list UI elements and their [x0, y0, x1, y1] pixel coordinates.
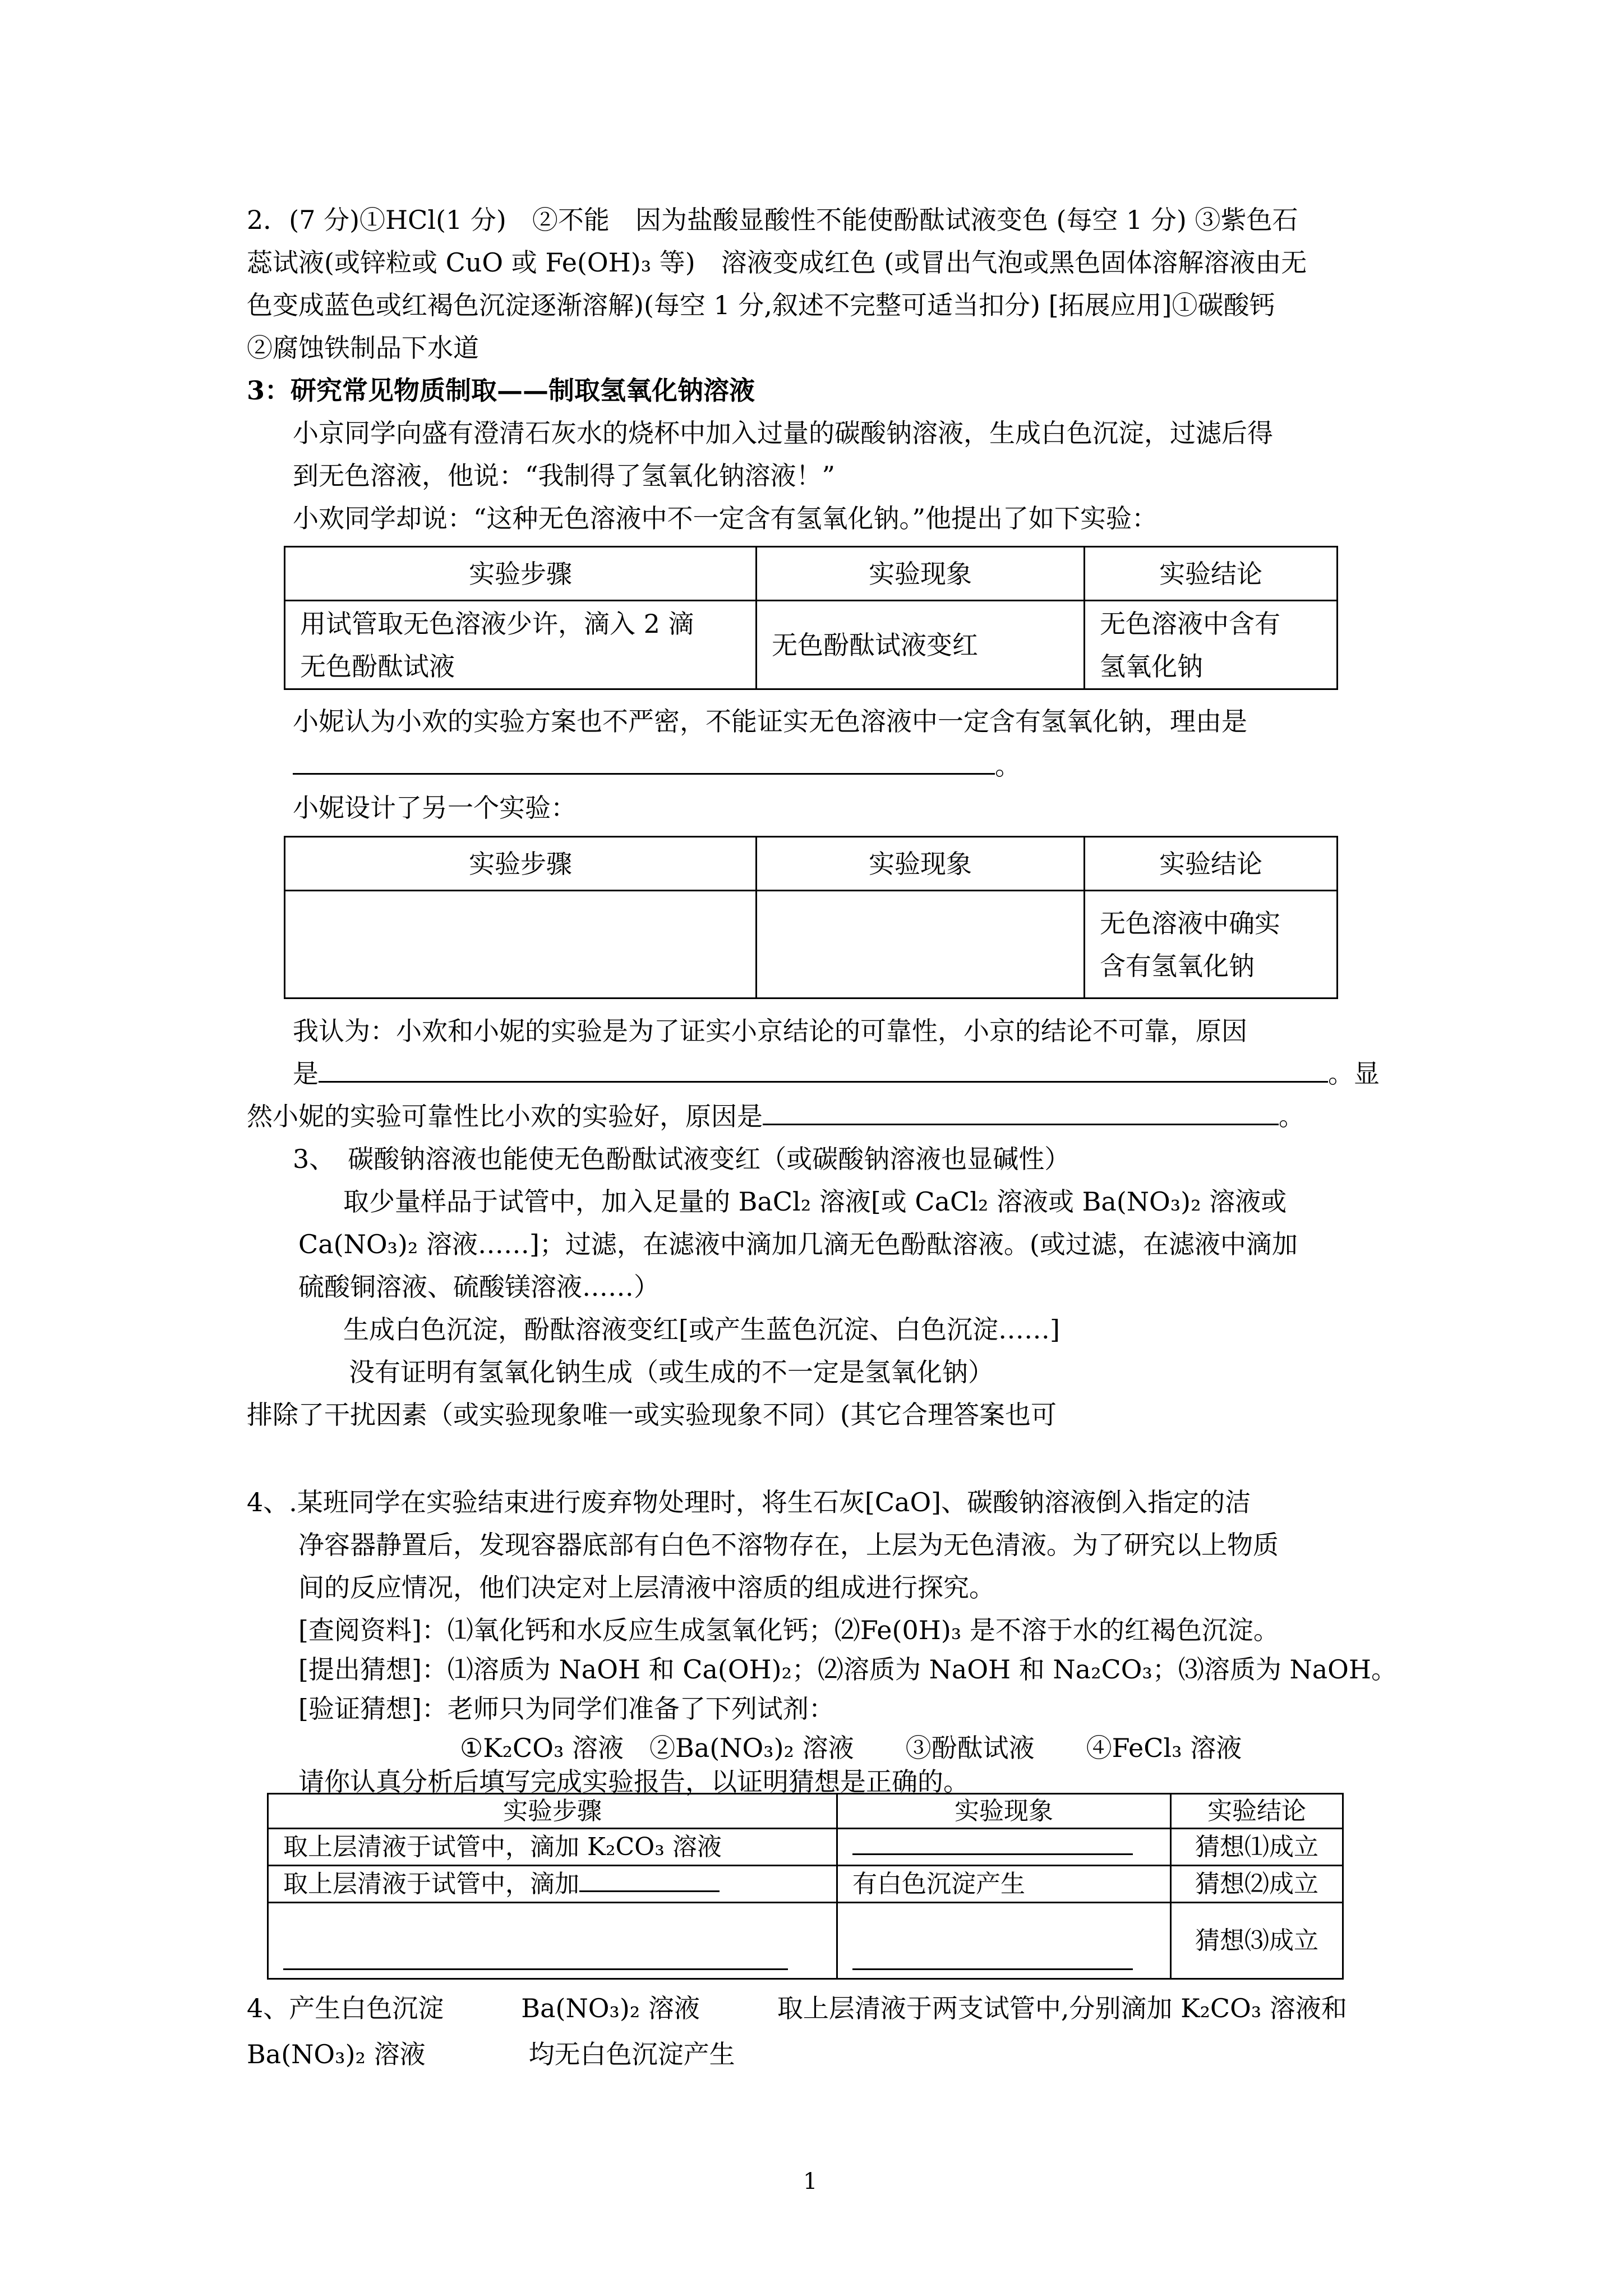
table-cell-step: [268, 1903, 837, 1979]
answer4-line1: 4、产生白色沉淀 Ba(NO₃)₂ 溶液 取上层清液于两支试管中,分别滴加 K₂CO₃ 溶液和: [247, 1993, 1347, 2023]
answer-blank[interactable]: [852, 1831, 1133, 1855]
answer-blank[interactable]: [293, 751, 995, 775]
think-prefix: 是: [293, 1059, 319, 1089]
q3-intro-line2: 到无色溶液，他说：“我制得了氢氧化钠溶液！”: [293, 461, 836, 491]
page-number: 1: [803, 2169, 818, 2194]
q4-line1: 4、.某班同学在实验结束进行废弃物处理时，将生石灰[CaO]、碳酸钠溶液倒入指定的洁: [247, 1487, 1251, 1517]
answer-blank[interactable]: [579, 1868, 720, 1892]
answer-blank[interactable]: [763, 1101, 1279, 1125]
q4-line8: 请你认真分析后填写完成实验报告，以证明猜想是正确的。: [298, 1766, 969, 1797]
q3-think-line1: 我认为：小欢和小妮的实验是为了证实小京结论的可靠性，小京的结论不可靠，原因: [293, 1016, 1247, 1046]
answer2-line3: 色变成蓝色或红褐色沉淀逐渐溶解)(每空 1 分,叙述不完整可适当扣分) [拓展应用]①碳酸钙: [247, 290, 1275, 320]
table-cell-conclusion: 猜想⑶成立: [1171, 1903, 1343, 1979]
table-cell-phenomenon: 无色酚酞试液变红: [757, 601, 1085, 689]
table-header-phenomenon: 实验现象: [757, 547, 1085, 601]
q3-table-xiaoni: [284, 836, 1338, 999]
table-cell-conclusion: 猜想⑵成立: [1171, 1866, 1343, 1903]
q3-think-line3: [247, 1099, 1304, 1133]
table-cell-phenomenon-blank[interactable]: [757, 891, 1085, 999]
table-header-phenomenon: 实验现象: [757, 837, 1085, 891]
table-header-conclusion: 实验结论: [1085, 547, 1338, 601]
table-header-conclusion: 实验结论: [1085, 837, 1338, 891]
answer3-line6: 没有证明有氢氧化钠生成（或生成的不一定是氢氧化钠）: [349, 1357, 994, 1387]
conclusion-line1: 无色溶液中含有: [1100, 608, 1280, 639]
conclusion-line1: 无色溶液中确实: [1100, 908, 1280, 938]
q4-line3: 间的反应情况，他们决定对上层清液中溶质的组成进行探究。: [298, 1572, 995, 1603]
table-cell-phenomenon: [837, 1829, 1171, 1866]
table-cell-conclusion: 猜想⑴成立: [1171, 1829, 1343, 1866]
q3-intro-line1: 小京同学向盛有澄清石灰水的烧杯中加入过量的碳酸钠溶液，生成白色沉淀，过滤后得: [293, 418, 1273, 448]
conclusion-line2: 含有氢氧化钠: [1100, 950, 1255, 981]
table-cell-step: [285, 601, 757, 689]
q4-line5: [提出猜想]：⑴溶质为 NaOH 和 Ca(OH)₂；⑵溶质为 NaOH 和 Na₂CO₃；⑶溶质为 NaOH。: [298, 1654, 1397, 1685]
table-header-step: 实验步骤: [285, 547, 757, 601]
table-header-step: 实验步骤: [268, 1794, 837, 1829]
table-cell-phenomenon: 有白色沉淀产生: [837, 1866, 1171, 1903]
step-text: 取上层清液于试管中，滴加: [283, 1870, 579, 1898]
q3-table-xiaohuan: [284, 546, 1338, 690]
answer-blank[interactable]: [319, 1059, 1328, 1083]
answer3-line4: 硫酸铜溶液、硫酸镁溶液……）: [298, 1272, 660, 1302]
answer3-line1: 3、 碳酸钠溶液也能使无色酚酞试液变红（或碳酸钠溶液也显碱性）: [293, 1144, 1071, 1174]
table-header-phenomenon: 实验现象: [837, 1794, 1171, 1829]
table-cell-step: [268, 1866, 837, 1903]
answer2-line1: 2．(7 分)①HCl(1 分) ②不能 因为盐酸显酸性不能使酚酞试液变色 (每空 1 分) ③紫色石: [247, 205, 1298, 235]
q4-line4: [查阅资料]：⑴氧化钙和水反应生成氢氧化钙；⑵Fe(0H)₃ 是不溶于水的红褐色沉淀。: [298, 1615, 1279, 1645]
q3-design-text: 小妮设计了另一个实验：: [293, 793, 577, 823]
q3-reason-answer: [293, 749, 1021, 783]
table-cell-conclusion: [1085, 601, 1338, 689]
q3-heading: 3：研究常见物质制取——制取氢氧化钠溶液: [247, 375, 755, 406]
think3-end: 。: [1279, 1101, 1304, 1131]
step-line1: 用试管取无色溶液少许，滴入 2 滴: [300, 608, 694, 639]
q4-line6: [验证猜想]：老师只为同学们准备了下列试剂：: [298, 1694, 834, 1724]
q3-intro-line3: 小欢同学却说：“这种无色溶液中不一定含有氢氧化钠。”他提出了如下实验：: [293, 503, 1158, 533]
answer3-line7: 排除了干扰因素（或实验现象唯一或实验现象不同）(其它合理答案也可: [247, 1400, 1057, 1430]
answer2-line4: ②腐蚀铁制品下水道: [247, 333, 479, 363]
think3-text: 然小妮的实验可靠性比小欢的实验好，原因是: [247, 1101, 763, 1131]
table-cell-conclusion: [1085, 891, 1338, 999]
answer3-line5: 生成白色沉淀，酚酞溶液变红[或产生蓝色沉淀、白色沉淀……]: [343, 1314, 1060, 1345]
table-cell-phenomenon: [837, 1903, 1171, 1979]
answer4-line2: Ba(NO₃)₂ 溶液 均无白色沉淀产生: [247, 2039, 735, 2069]
table-cell-step: 取上层清液于试管中，滴加 K₂CO₃ 溶液: [268, 1829, 837, 1866]
step-line2: 无色酚酞试液: [300, 651, 455, 682]
q4-line7: ①K₂CO₃ 溶液 ②Ba(NO₃)₂ 溶液 ③酚酞试液 ④FeCl₃ 溶液: [460, 1733, 1242, 1763]
table-header-conclusion: 实验结论: [1171, 1794, 1343, 1829]
q4-line2: 净容器静置后，发现容器底部有白色不溶物存在，上层为无色清液。为了研究以上物质: [298, 1530, 1279, 1560]
q3-reason-text: 小妮认为小欢的实验方案也不严密，不能证实无色溶液中一定含有氢氧化钠，理由是: [293, 706, 1247, 737]
conclusion-line2: 氢氧化钠: [1100, 651, 1203, 682]
table-cell-step-blank[interactable]: [285, 891, 757, 999]
answer-blank[interactable]: [852, 1946, 1133, 1970]
answer-blank[interactable]: [283, 1946, 788, 1970]
q4-table-report: [267, 1793, 1344, 1980]
answer2-line2: 蕊试液(或锌粒或 CuO 或 Fe(OH)₃ 等) 溶液变成红色 (或冒出气泡或黑色固体溶解溶液由无: [247, 247, 1307, 278]
think-suffix: 。显: [1328, 1059, 1380, 1089]
table-header-step: 实验步骤: [285, 837, 757, 891]
q3-think-line2: [293, 1057, 1380, 1091]
answer3-line2: 取少量样品于试管中，加入足量的 BaCl₂ 溶液[或 CaCl₂ 溶液或 Ba(NO₃)₂ 溶液或: [343, 1186, 1287, 1217]
answer3-line3: Ca(NO₃)₂ 溶液……]；过滤，在滤液中滴加几滴无色酚酞溶液。(或过滤，在滤液中滴加: [298, 1229, 1298, 1259]
period: 。: [995, 751, 1021, 781]
